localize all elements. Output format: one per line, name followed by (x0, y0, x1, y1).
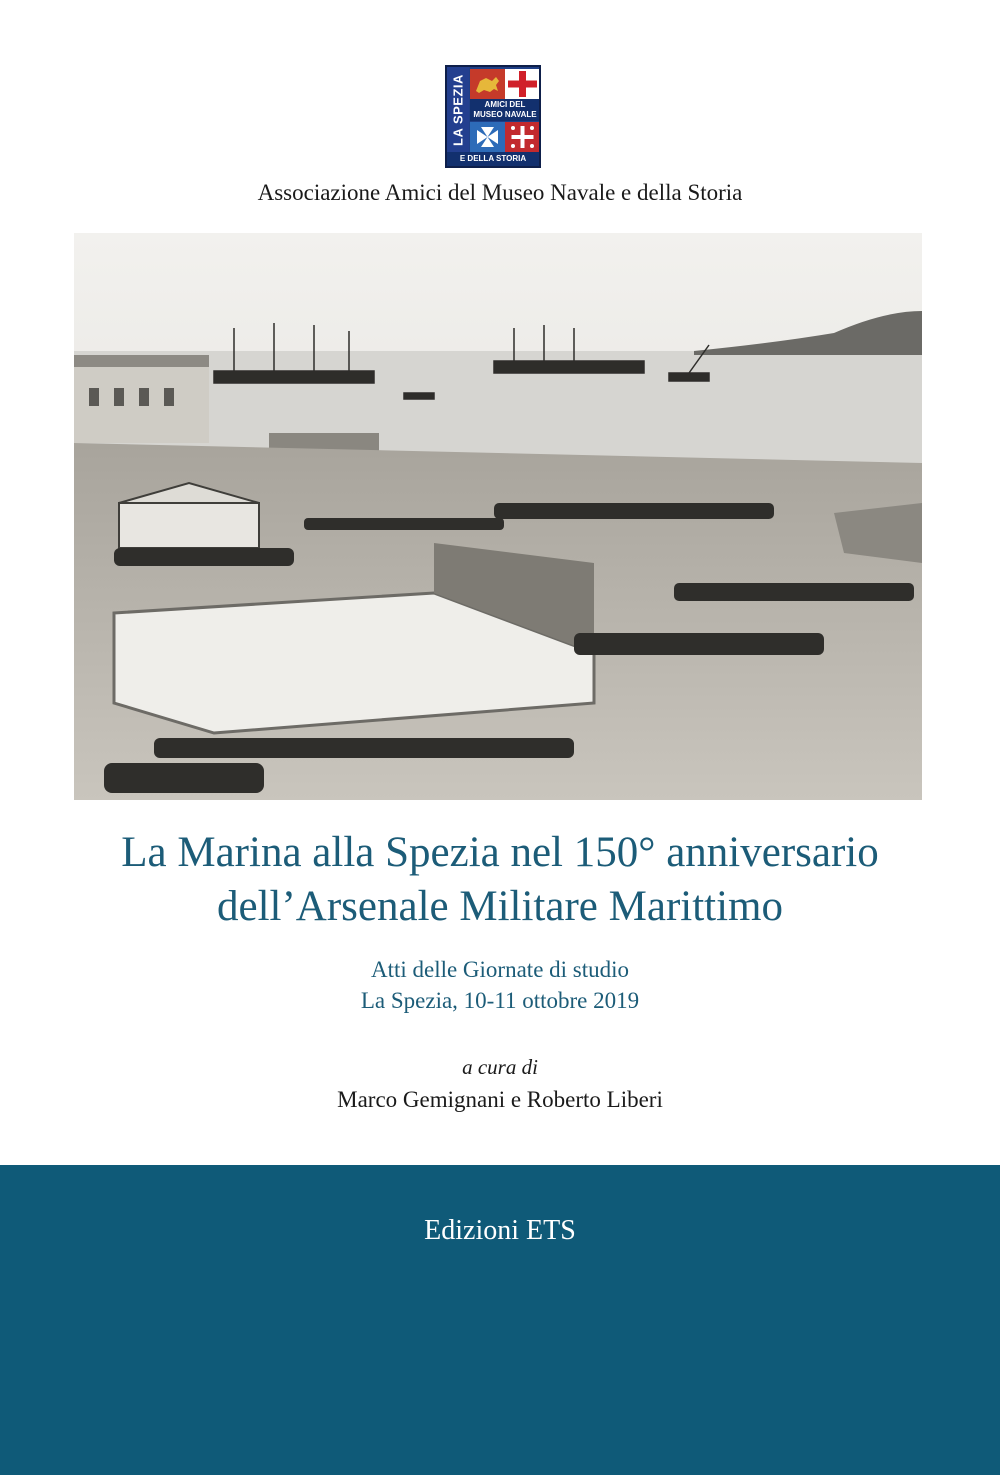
title-line1: La Marina alla Spezia nel 150° anniversario (121, 829, 879, 876)
subtitle-line2: La Spezia, 10-11 ottobre 2019 (360, 988, 640, 1013)
red-cross-icon (505, 69, 540, 99)
book-subtitle (0, 954, 1000, 1016)
association-logo (445, 65, 541, 168)
association-name: Associazione Amici del Museo Navale e della Storia (257, 180, 743, 205)
pisa-cross-icon (505, 122, 540, 152)
harbour-photograph (74, 233, 922, 800)
editors: Marco Gemignani e Roberto Liberi (337, 1087, 663, 1112)
logo-middle-line2: MUSEO NAVALE (473, 110, 537, 119)
book-title (0, 826, 1000, 934)
lion-icon (470, 69, 505, 99)
logo-bottom-text: E DELLA STORIA (447, 152, 539, 166)
logo-middle-line1: AMICI DEL (484, 100, 526, 109)
logo-side-text: LA SPEZIA (447, 67, 469, 153)
title-line2: dell’Arsenale Militare Marittimo (217, 883, 783, 930)
publisher-name: Edizioni ETS (424, 1215, 576, 1246)
curated-label: a cura di (462, 1055, 538, 1079)
publisher-band (0, 1165, 1000, 1475)
subtitle-line1: Atti delle Giornate di studio (370, 957, 630, 982)
maltese-cross-icon (470, 122, 505, 152)
